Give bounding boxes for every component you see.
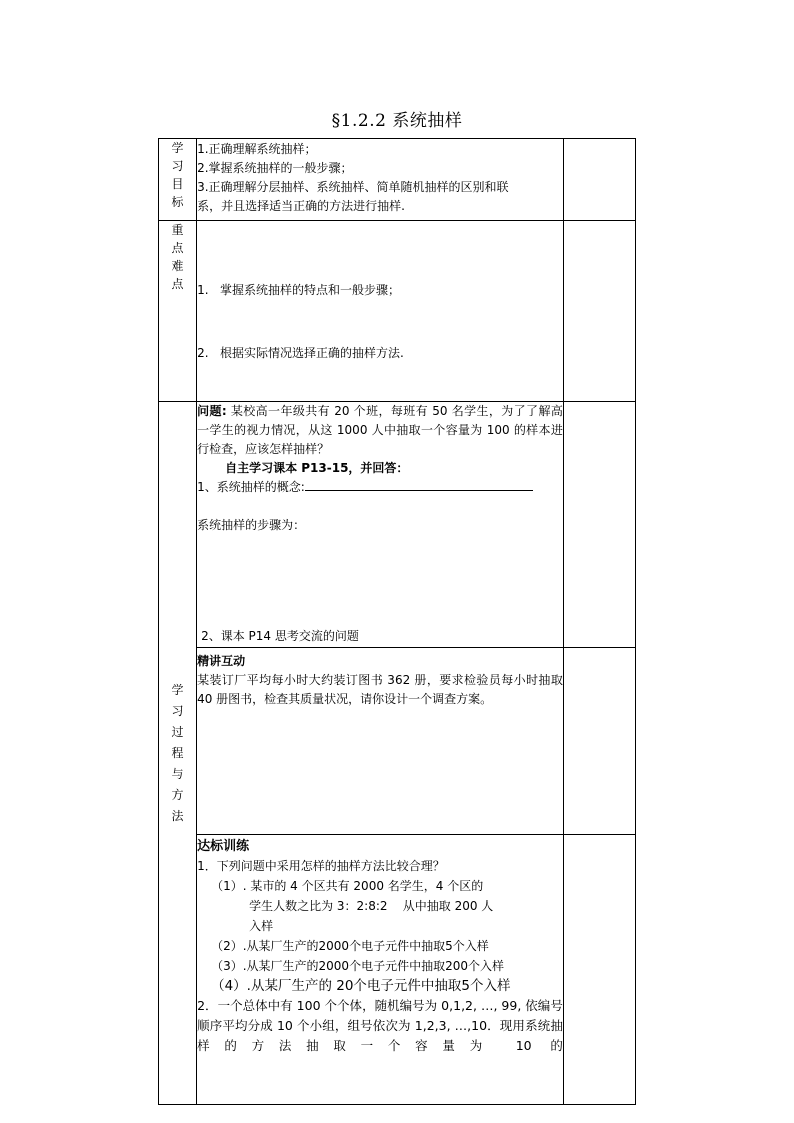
page-title: §1.2.2 系统抽样 (331, 111, 463, 131)
keypoints-row (159, 221, 636, 402)
interact-content (197, 648, 564, 835)
training-row (159, 835, 636, 1105)
interact-text: 某装订厂平均每小时大约装订图书 362 册，要求检验员每小时抽取 40 册图书，检查其质量状况，请你设计一个调查方案。 (197, 673, 563, 706)
training-notes (563, 835, 635, 1105)
keypoint-item: 2. 根据实际情况选择正确的抽样方法. (197, 346, 404, 360)
textbook-question: 2、课本 P14 思考交流的问题 (201, 629, 359, 643)
interact-row (159, 648, 636, 835)
training-q1-1-cont2: 入样 (249, 919, 274, 933)
training-heading: 达标训练 (197, 839, 250, 854)
training-content (197, 835, 564, 1105)
keypoint-item: 1. 掌握系统抽样的特点和一般步骤； (197, 283, 400, 297)
training-q1-1: （1）. 某市的 4 个区共有 2000 名学生，4 个区的 (211, 879, 484, 893)
goals-label: 学 习 目 标 (159, 139, 197, 221)
goals-notes (563, 139, 635, 221)
concept-question: 1、系统抽样的概念: (197, 478, 563, 497)
training-q1-3: （3）.从某厂生产的2000个电子元件中抽取200个入样 (211, 959, 504, 973)
process-problem-row (159, 402, 636, 648)
study-plan-table (158, 138, 636, 1105)
goal-line: 1.正确理解系统抽样； (197, 142, 317, 156)
problem-content (197, 402, 564, 648)
problem-text: 某校高一年级共有 20 个班，每班有 50 名学生，为了了解高一学生的视力情况，从这 1000 人中抽取一个容量为 100 的样本进行检查，应该怎样抽样？ (197, 404, 563, 456)
goals-row (159, 139, 636, 221)
keypoints-notes (563, 221, 635, 402)
keypoints-label: 重 点 难 点 (159, 221, 197, 402)
concept-answer-blank[interactable] (305, 478, 533, 491)
self-study-heading: 自主学习课本 P13-15，并回答： (225, 461, 409, 475)
training-q2: 2．一个总体中有 100 个个体，随机编号为 0,1,2, …, 99, 依编号顺序平均分成 10 个小组，组号依次为 1,2,3, …,10．现用系统抽样的方法抽取一个容量为 10 的 (197, 998, 563, 1053)
training-q1: 1．下列问题中采用怎样的抽样方法比较合理？ (197, 859, 445, 873)
problem-notes (563, 402, 635, 648)
interact-notes (563, 648, 635, 835)
goal-line: 系，并且选择适当正确的方法进行抽样. (197, 199, 405, 213)
keypoints-content (197, 221, 564, 402)
goal-line: 3.正确理解分层抽样、系统抽样、简单随机抽样的区别和联 (197, 180, 509, 194)
training-q1-4: （4）.从某厂生产的 20个电子元件中抽取5个入样 (211, 978, 511, 994)
goal-line: 2.掌握系统抽样的一般步骤； (197, 161, 353, 175)
interact-heading: 精讲互动 (197, 654, 246, 668)
goals-content (197, 139, 564, 221)
problem-label: 问题: (197, 404, 227, 418)
problem-paragraph (197, 402, 563, 459)
steps-question: 系统抽样的步骤为： (197, 518, 306, 532)
training-q1-1-cont: 学生人数之比为 3：2:8:2 从中抽取 200 人 (249, 899, 494, 913)
process-label: 学 习 过 程 与 方 法 (159, 402, 197, 1105)
training-q1-2: （2）.从某厂生产的2000个电子元件中抽取5个入样 (211, 939, 489, 953)
